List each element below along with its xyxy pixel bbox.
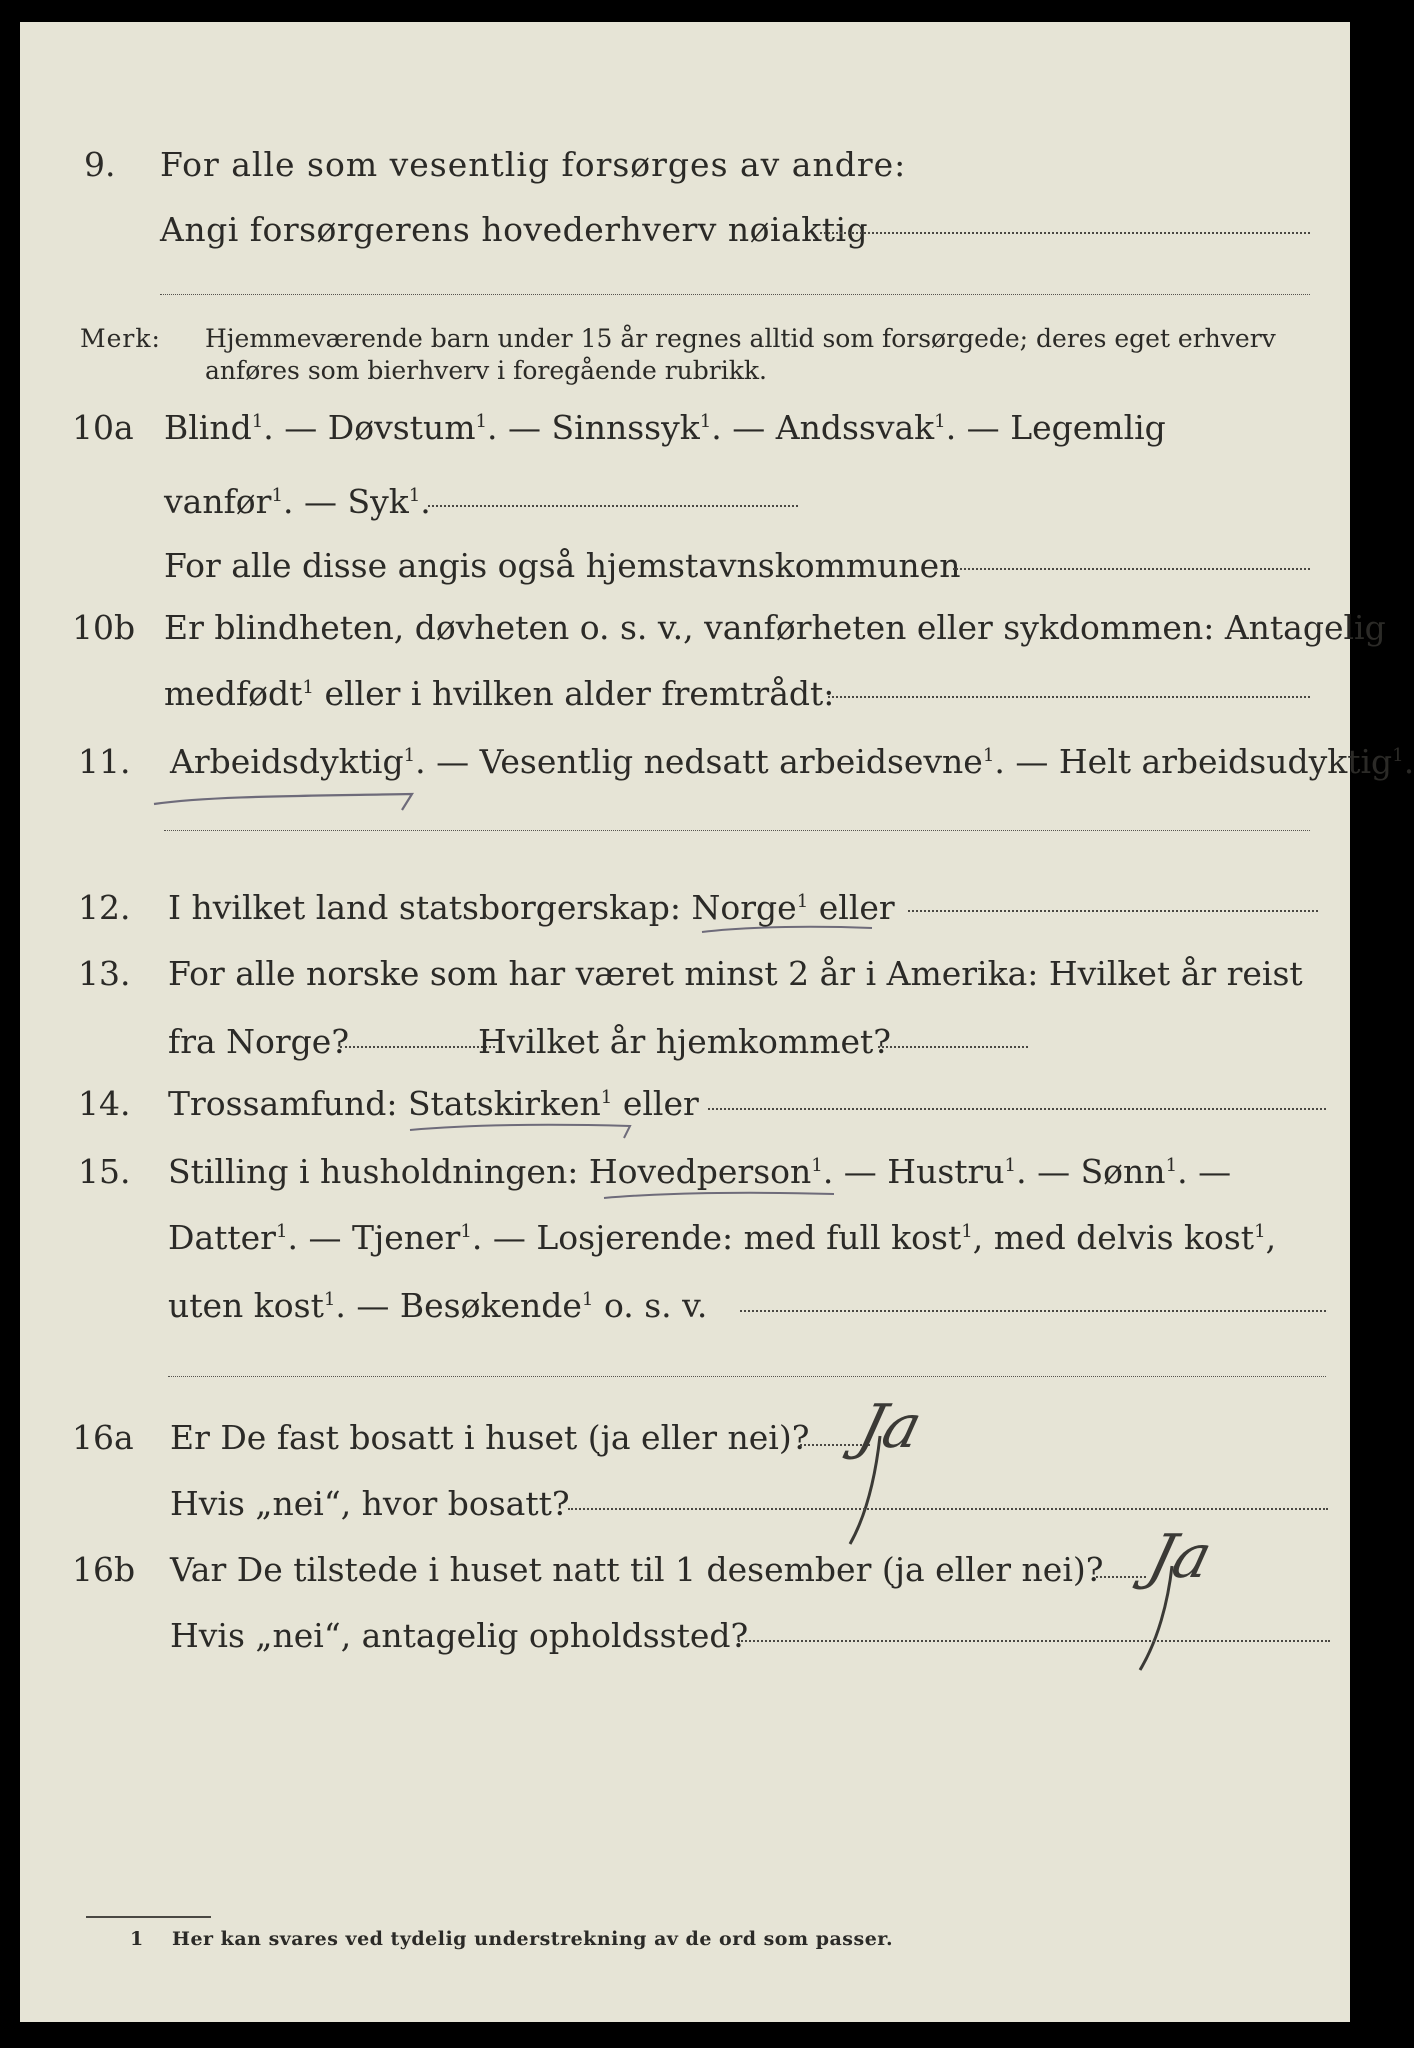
q9-separator bbox=[160, 294, 1310, 295]
q9-line2: Angi forsørgerens hovederhverv nøiaktig bbox=[160, 210, 869, 249]
q10b-line2: medfødt$^1$ eller i hvilken alder fremtrådt: bbox=[164, 674, 835, 713]
q13-line1: For alle norske som har været minst 2 år i Amerika: Hvilket år reist bbox=[168, 954, 1303, 993]
q12-line: I hvilket land statsborgerskap: Norge$^1$ eller bbox=[168, 888, 895, 927]
q12-number: 12. bbox=[78, 888, 131, 927]
q13-hjemkommet: Hvilket år hjemkommet? bbox=[478, 1022, 891, 1061]
q16a-line1: Er De fast bosatt i huset (ja eller nei)? bbox=[170, 1418, 810, 1457]
q15-line1: Stilling i husholdningen: Hovedperson$^1$. — Hustru$^1$. — Sønn$^1$. — bbox=[168, 1152, 1232, 1191]
q13-fra-norge: fra Norge? bbox=[168, 1022, 350, 1061]
q11-line1: Arbeidsdyktig$^1$. — Vesentlig nedsatt arbeidsevne$^1$. — Helt arbeidsudyktig$^1$. bbox=[170, 742, 1414, 781]
q16a-pen-stroke bbox=[840, 1432, 900, 1552]
q14-statskirken: Statskirken bbox=[407, 1084, 601, 1123]
q10a-line3: For alle disse angis også hjemstavnskommunen bbox=[164, 546, 961, 585]
footnote-mark: 1 bbox=[130, 1928, 144, 1950]
q11-arbeidsdyktig: Arbeidsdyktig bbox=[170, 742, 404, 781]
q12-underline-mark bbox=[700, 920, 880, 940]
q13-reist-line bbox=[340, 1046, 495, 1048]
q14-underline-mark bbox=[408, 1116, 638, 1140]
q15-number: 15. bbox=[78, 1152, 131, 1191]
q16b-line2: Hvis „nei“, antagelig opholdssted? bbox=[170, 1616, 749, 1655]
q16b-number: 16b bbox=[72, 1550, 136, 1589]
q15-underline-mark bbox=[602, 1186, 842, 1208]
q15-separator bbox=[168, 1376, 1326, 1377]
q9-line1: For alle som vesentlig forsørges av andre: bbox=[160, 145, 907, 184]
q10b-answer-line bbox=[828, 696, 1310, 698]
q11-number: 11. bbox=[78, 742, 131, 781]
q10a-line1: Blind$^1$. — Døvstum$^1$. — Sinnssyk$^1$. — Andssvak$^1$. — Legemlig bbox=[164, 408, 1166, 447]
q16a-bosatt-line bbox=[568, 1508, 1328, 1510]
q12-answer-line bbox=[908, 910, 1318, 912]
q14-number: 14. bbox=[78, 1084, 131, 1123]
q15-hovedperson: Hovedperson bbox=[588, 1152, 812, 1191]
q11-underline-mark bbox=[150, 774, 420, 814]
q10b-number: 10b bbox=[72, 608, 136, 647]
q16a-line2: Hvis „nei“, hvor bosatt? bbox=[170, 1484, 570, 1523]
q10b-line1: Er blindheten, døvheten o. s. v., vanførheten eller sykdommen: Antagelig bbox=[164, 608, 1386, 647]
q10a-line2: vanfør$^1$. — Syk$^1$. bbox=[164, 482, 431, 521]
q15-line3: uten kost$^1$. — Besøkende$^1$ o. s. v. bbox=[168, 1286, 708, 1325]
q12-norge: Norge bbox=[691, 888, 797, 927]
census-form-page bbox=[20, 22, 1414, 2022]
q16b-opholdssted-line bbox=[738, 1640, 1330, 1642]
q10a-number: 10a bbox=[72, 408, 134, 447]
q9-number: 9. bbox=[84, 145, 116, 184]
q15-line2: Datter$^1$. — Tjener$^1$. — Losjerende: med full kost$^1$, med delvis kost$^1$, bbox=[168, 1218, 1277, 1257]
merk-line2: anføres som bierhverv i foregående rubrikk. bbox=[205, 356, 767, 385]
q10a-syk-line bbox=[428, 505, 798, 507]
q16b-handwritten-answer: Ja bbox=[1141, 1522, 1219, 1592]
merk-line1: Hjemmeværende barn under 15 år regnes alltid som forsørgede; deres eget erhverv bbox=[205, 324, 1276, 353]
q10a-hjemstavn-line bbox=[953, 568, 1310, 570]
q16b-pen-stroke bbox=[1132, 1562, 1192, 1682]
q13-number: 13. bbox=[78, 954, 131, 993]
footnote-rule bbox=[86, 1916, 211, 1918]
q16a-number: 16a bbox=[72, 1418, 134, 1457]
footnote-text: Her kan svares ved tydelig understrekning av de ord som passer. bbox=[172, 1928, 894, 1950]
q11-separator bbox=[164, 830, 1310, 831]
q16a-handwritten-answer: Ja bbox=[851, 1392, 929, 1462]
q14-line: Trossamfund: Statskirken$^1$ eller bbox=[168, 1084, 699, 1123]
merk-label: Merk: bbox=[80, 324, 161, 353]
q14-answer-line bbox=[708, 1108, 1326, 1110]
q13-hjemkommet-line bbox=[878, 1046, 1028, 1048]
q9-answer-line bbox=[820, 232, 1310, 234]
q16b-line1: Var De tilstede i huset natt til 1 desember (ja eller nei)? bbox=[170, 1550, 1104, 1589]
q15-answer-line bbox=[740, 1310, 1326, 1312]
